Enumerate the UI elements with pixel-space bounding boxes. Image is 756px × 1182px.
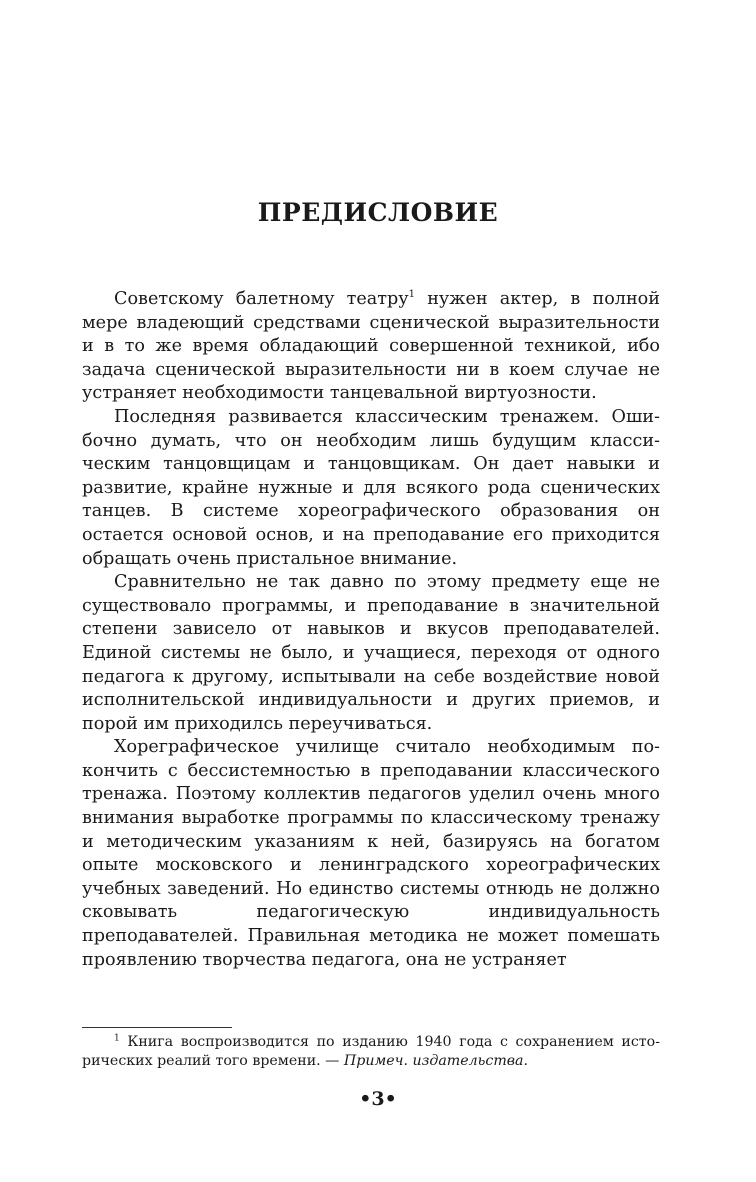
footnote-marker: 1 [114, 1033, 120, 1044]
paragraph-1-rest: нужен актер, в полной мере владеющий средствами сценической выразительности и в то же время обладающий совершенной техникой, ибо задача сценической выразительности ни в коем случае не устраняет необходимости танцевальной виртуозности. [82, 289, 661, 404]
footnote-text: Книга воспроизводится по изданию 1940 года с сохранением исторических реалий того времени. — [82, 1034, 660, 1069]
paragraph-3: Сравнительно не так давно по этому предмету еще не существовало программы, и преподавание в значительной степени зависело от навыков и вкусов преподавателей. Единой системы не было, и учащиеся, переходя от одного педагога к другому, испытывали на себе воздействие новой исполнительской индивидуальности и других приемов, и порой им приходилсь переучиваться. [82, 572, 660, 734]
footnote-reference: 1 [408, 289, 416, 301]
footnote-divider [82, 1027, 232, 1028]
paragraph-2: Последняя развивается классическим тренажем. Ошибочно думать, что он необходим лишь будущим классическим танцовщицам и танцовщикам. Он дает навыки и развитие, крайне нужные и для всякого рода сценических танцев. В системе хореографического образования он остается основой основ, и на преподавание его приходится обращать очень пристальное внимание. [82, 406, 660, 569]
paragraph-1 [82, 288, 660, 406]
body-text [82, 288, 660, 972]
page-number: •3• [359, 1088, 397, 1110]
paragraph-1-start: Советскому балетному театру [114, 289, 409, 309]
page-title: ПРЕДИСЛОВИЕ [257, 198, 499, 227]
footnote-attribution: Примеч. издательства. [343, 1053, 529, 1069]
footnote [82, 1033, 660, 1071]
paragraph-4: Хореграфическое училище считало необходимым покончить с бессистемностью в преподавании классического тренажа. Поэтому коллектив педагогов уделил очень много внимания выработке программы по классическому тренажу и методическим указаниям к ней, базируясь на богатом опыте московского и ленинградского хореографических учебных заведений. Но единство системы отнюдь не должно сковывать педагогическую индивидуальность преподавателей. Правильная методика не может помешать проявлению творчества педагога, она не устраняет [82, 737, 660, 970]
